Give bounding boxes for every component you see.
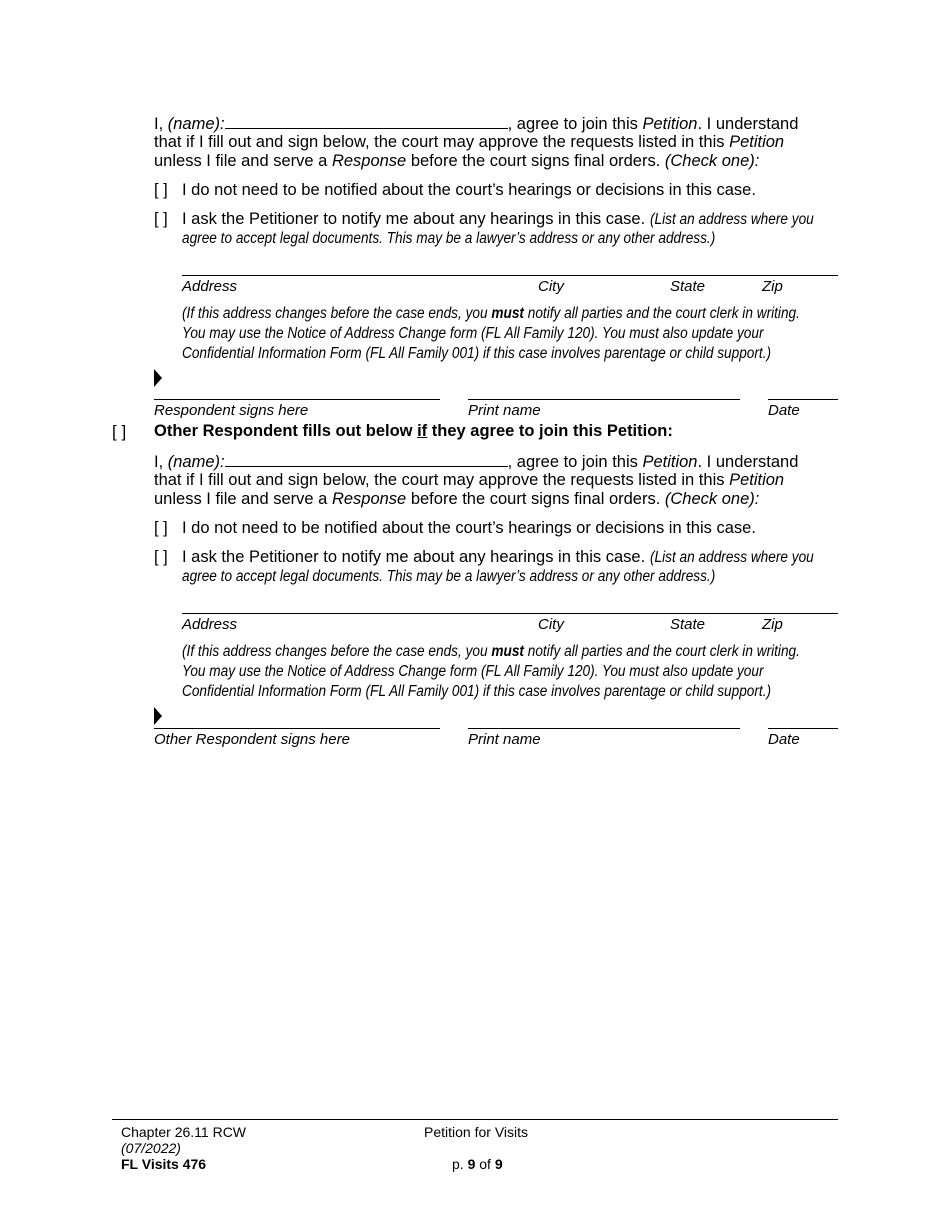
date-label: Date [768,402,800,419]
name-blank[interactable] [225,113,508,129]
print-name-label: Print name [468,402,541,419]
signature-line-other[interactable] [154,728,440,729]
checkbox-notify[interactable]: [ ] [154,210,168,228]
address-change-note-2-other: You may use the Notice of Address Change form (FL All Family 120). You must also update your [182,663,764,680]
footer-date: (07/2022) [121,1140,181,1156]
address-change-note-1: (If this address changes before the case ends, you must notify all parties and the court clerk in writing. [182,305,800,322]
zip-label: Zip [762,278,783,295]
other-respondent-heading: Other Respondent fills out below if they agree to join this Petition: [154,422,673,440]
intro-line-2-other: that if I fill out and sign below, the court may approve the requests listed in this Petition [154,471,785,489]
date-label-other: Date [768,731,800,748]
date-line-other[interactable] [768,728,838,729]
checkbox-notify-other[interactable]: [ ] [154,548,168,566]
option-notify-text-other: I ask the Petitioner to notify me about any hearings in this case. (List an address where you [182,548,814,566]
print-name-line-other[interactable] [468,728,740,729]
city-label: City [538,278,564,295]
option-notify-note-other: agree to accept legal documents. This may be a lawyer’s address or any other address.) [182,568,716,585]
footer-form-number: FL Visits 476 [121,1156,207,1172]
name-blank-other[interactable] [225,451,508,467]
address-change-note-3: Confidential Information Form (FL All Family 001) if this case involves parentage or child support.) [182,345,772,362]
address-line-other[interactable] [182,613,838,614]
date-line[interactable] [768,399,838,400]
address-label: Address [182,278,238,295]
option-notify-text: I ask the Petitioner to notify me about any hearings in this case. (List an address where you [182,210,814,228]
address-line[interactable] [182,275,838,276]
state-label: State [670,278,706,295]
intro-line-2: that if I fill out and sign below, the court may approve the requests listed in this Petition [154,133,785,151]
state-label-other: State [670,616,706,633]
intro-line-1-other: I, (name): , agree to join this Petition. I understand [154,453,799,471]
intro-line-3: unless I file and serve a Response before the court signs final orders. (Check one): [154,152,760,170]
checkbox-no-notice[interactable]: [ ] [154,181,168,199]
address-change-note-2: You may use the Notice of Address Change form (FL All Family 120). You must also update your [182,325,764,342]
signature-line[interactable] [154,399,440,400]
other-respondent-signs-label: Other Respondent signs here [154,731,350,748]
address-change-note-3-other: Confidential Information Form (FL All Family 001) if this case involves parentage or child support.) [182,683,772,700]
print-name-label-other: Print name [468,731,541,748]
respondent-signs-label: Respondent signs here [154,402,309,419]
option-no-notice-text: I do not need to be notified about the court’s hearings or decisions in this case. [182,181,756,199]
address-change-note-1-other: (If this address changes before the case ends, you must notify all parties and the court clerk in writing. [182,643,800,660]
checkbox-no-notice-other[interactable]: [ ] [154,519,168,537]
zip-label-other: Zip [762,616,783,633]
print-name-line[interactable] [468,399,740,400]
footer-title: Petition for Visits [424,1124,529,1140]
checkbox-other-respondent[interactable]: [ ] [112,422,127,441]
option-no-notice-text-other: I do not need to be notified about the court’s hearings or decisions in this case. [182,519,756,537]
city-label-other: City [538,616,564,633]
footer-chapter: Chapter 26.11 RCW [121,1124,247,1140]
address-label-other: Address [182,616,238,633]
footer-rule [112,1119,838,1120]
sign-here-arrow-icon [154,369,162,387]
intro-line-3-other: unless I file and serve a Response before the court signs final orders. (Check one): [154,490,760,508]
option-notify-note: agree to accept legal documents. This may be a lawyer’s address or any other address.) [182,230,716,247]
footer-page-number: p. 9 of 9 [452,1156,503,1172]
intro-line-1: I, (name): , agree to join this Petition. I understand [154,115,799,133]
sign-here-arrow-icon-other [154,707,162,725]
